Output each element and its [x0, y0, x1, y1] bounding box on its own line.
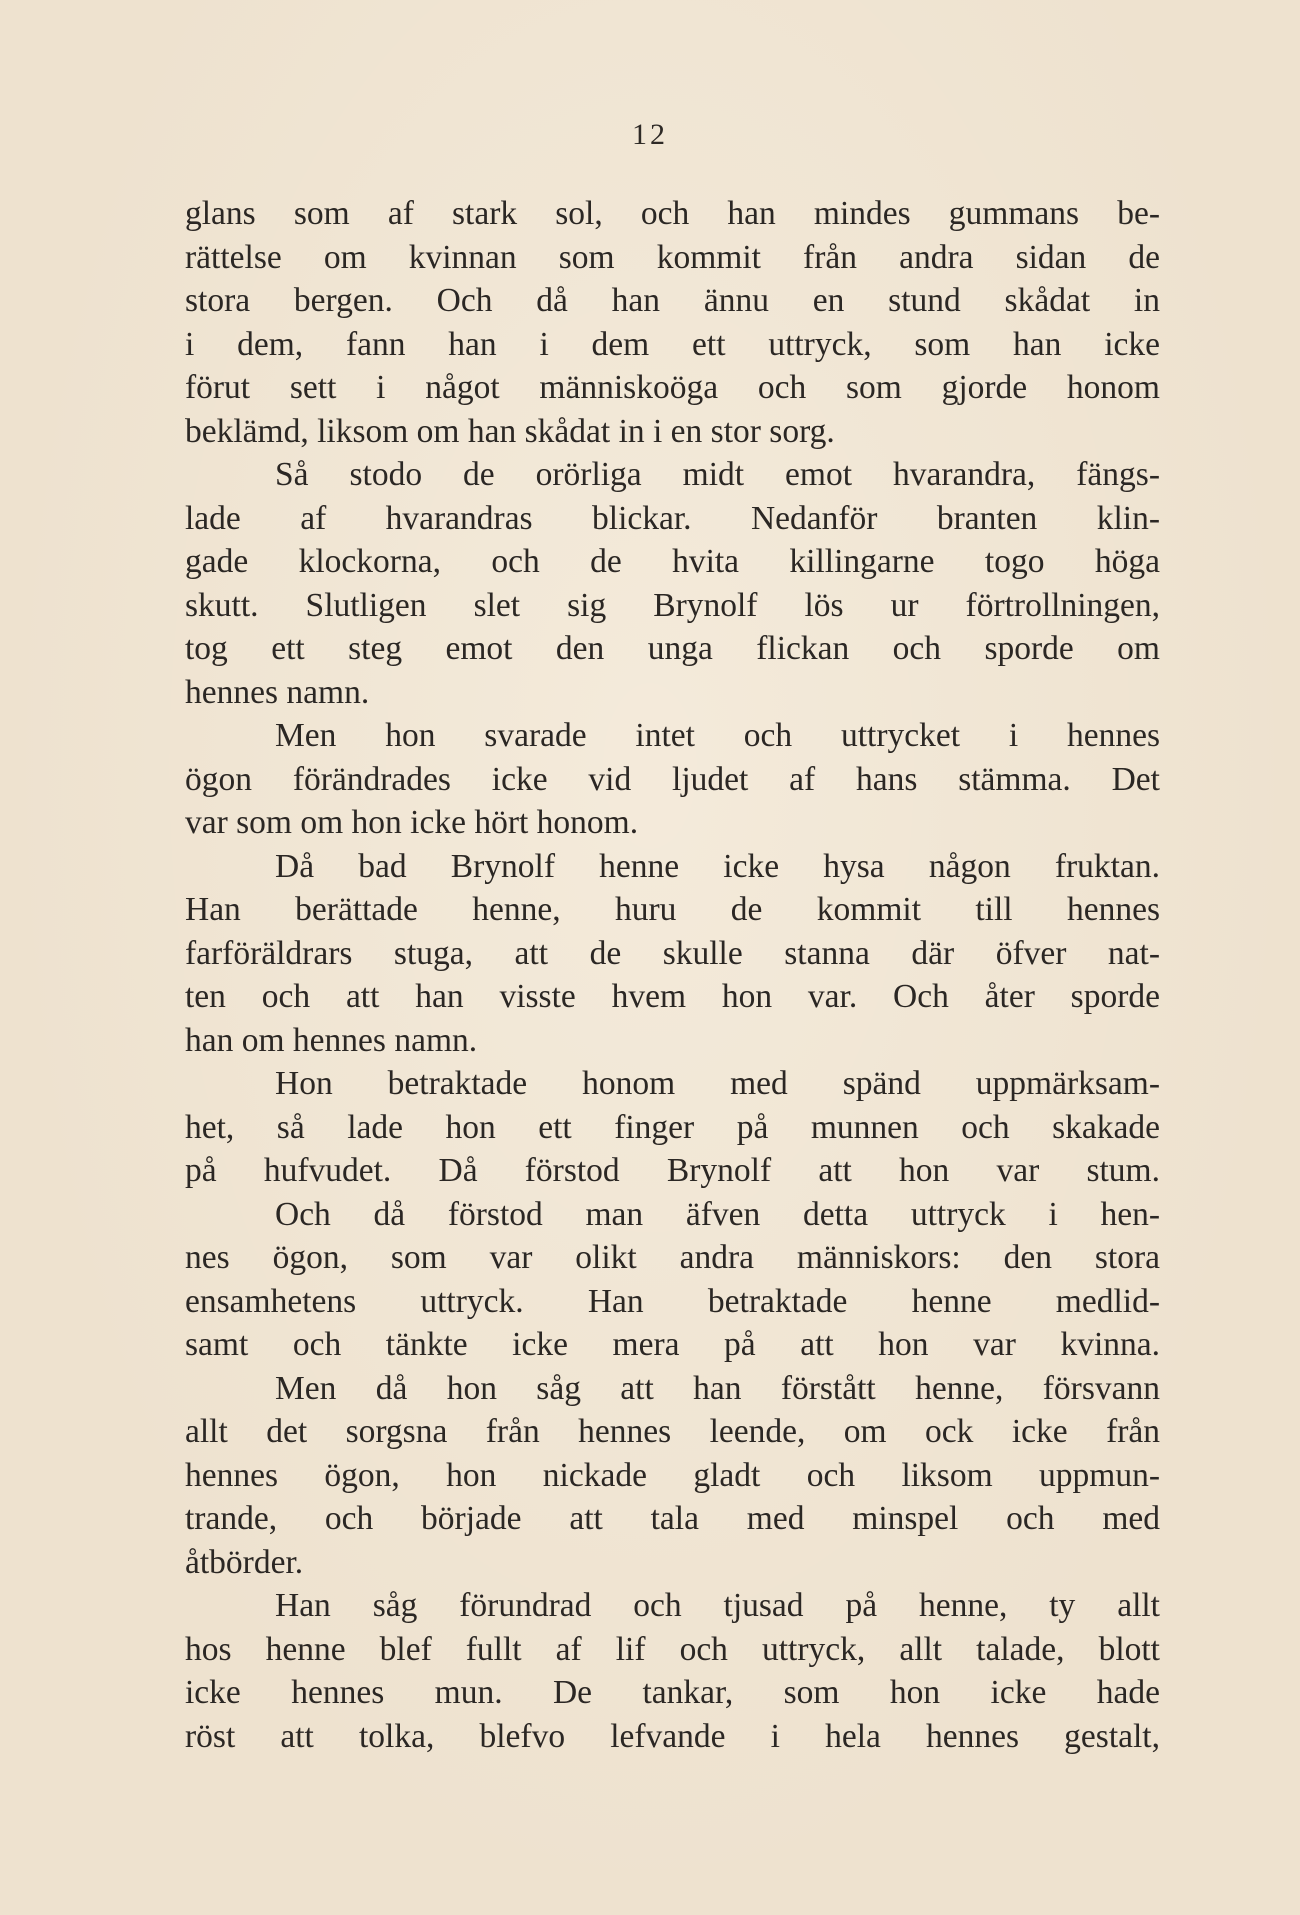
text-line: stora bergen. Och då han ännu en stund skådat in: [185, 282, 1160, 319]
text-line: skutt. Slutligen slet sig Brynolf lös ur förtrollningen,: [185, 586, 1160, 624]
text-line: trande, och började att tala med minspel och med: [185, 1500, 1160, 1537]
text-line: på hufvudet. Då förstod Brynolf att hon var stum.: [185, 1152, 1160, 1189]
text-line: han om hennes namn.: [185, 1021, 478, 1059]
text-line: Då bad Brynolf henne icke hysa någon fruktan.: [275, 847, 1160, 885]
text-line: nes ögon, som var olikt andra människors: den stora: [185, 1239, 1160, 1276]
text-line: förut sett i något människoöga och som gjorde honom: [185, 369, 1160, 406]
text-line: Så stodo de orörliga midt emot hvarandra, fängs-: [275, 456, 1160, 493]
text-line: tog ett steg emot den unga flickan och sporde om: [185, 630, 1160, 667]
text-line: åtbörder.: [185, 1543, 304, 1581]
body-text: [185, 192, 1160, 1758]
text-line: gade klockorna, och de hvita killingarne togo höga: [185, 543, 1160, 580]
text-line: i dem, fann han i dem ett uttryck, som han icke: [185, 325, 1160, 363]
page-number: 12: [632, 118, 668, 151]
text-line: beklämd, liksom om han skådat in i en stor sorg.: [185, 412, 835, 450]
text-line: allt det sorgsna från hennes leende, om ock icke från: [185, 1413, 1160, 1450]
text-line: rättelse om kvinnan som kommit från andra sidan de: [185, 238, 1160, 276]
text-line: farföräldrars stuga, att de skulle stanna där öfver nat-: [185, 934, 1160, 972]
text-line: lade af hvarandras blickar. Nedanför branten klin-: [185, 499, 1160, 537]
text-line: icke hennes mun. De tankar, som hon icke hade: [185, 1674, 1160, 1711]
text-line: var som om hon icke hört honom.: [185, 804, 639, 841]
text-line: Han såg förundrad och tjusad på henne, ty allt: [275, 1587, 1160, 1624]
text-line: het, så lade hon ett finger på munnen och skakade: [185, 1108, 1160, 1146]
text-line: hos henne blef fullt af lif och uttryck, allt talade, blott: [185, 1630, 1160, 1668]
text-line: samt och tänkte icke mera på att hon var kvinna.: [185, 1326, 1160, 1363]
text-line: hennes ögon, hon nickade gladt och liksom uppmun-: [185, 1456, 1160, 1494]
text-line: ensamhetens uttryck. Han betraktade henne medlid-: [185, 1282, 1160, 1320]
text-line: glans som af stark sol, och han mindes gummans be-: [185, 195, 1160, 232]
text-line: ögon förändrades icke vid ljudet af hans stämma. Det: [185, 760, 1160, 798]
text-line: ten och att han visste hvem hon var. Och åter sporde: [185, 978, 1160, 1015]
text-line: hennes namn.: [185, 673, 370, 711]
text-line: Men hon svarade intet och uttrycket i hennes: [275, 717, 1160, 754]
text-line: Och då förstod man äfven detta uttryck i hen-: [275, 1195, 1160, 1233]
text-line: röst att tolka, blefvo lefvande i hela hennes gestalt,: [185, 1717, 1160, 1755]
text-line: Men då hon såg att han förstått henne, försvann: [275, 1369, 1160, 1407]
text-line: Hon betraktade honom med spänd uppmärksam-: [275, 1065, 1160, 1102]
text-line: Han berättade henne, huru de kommit till hennes: [185, 891, 1160, 928]
